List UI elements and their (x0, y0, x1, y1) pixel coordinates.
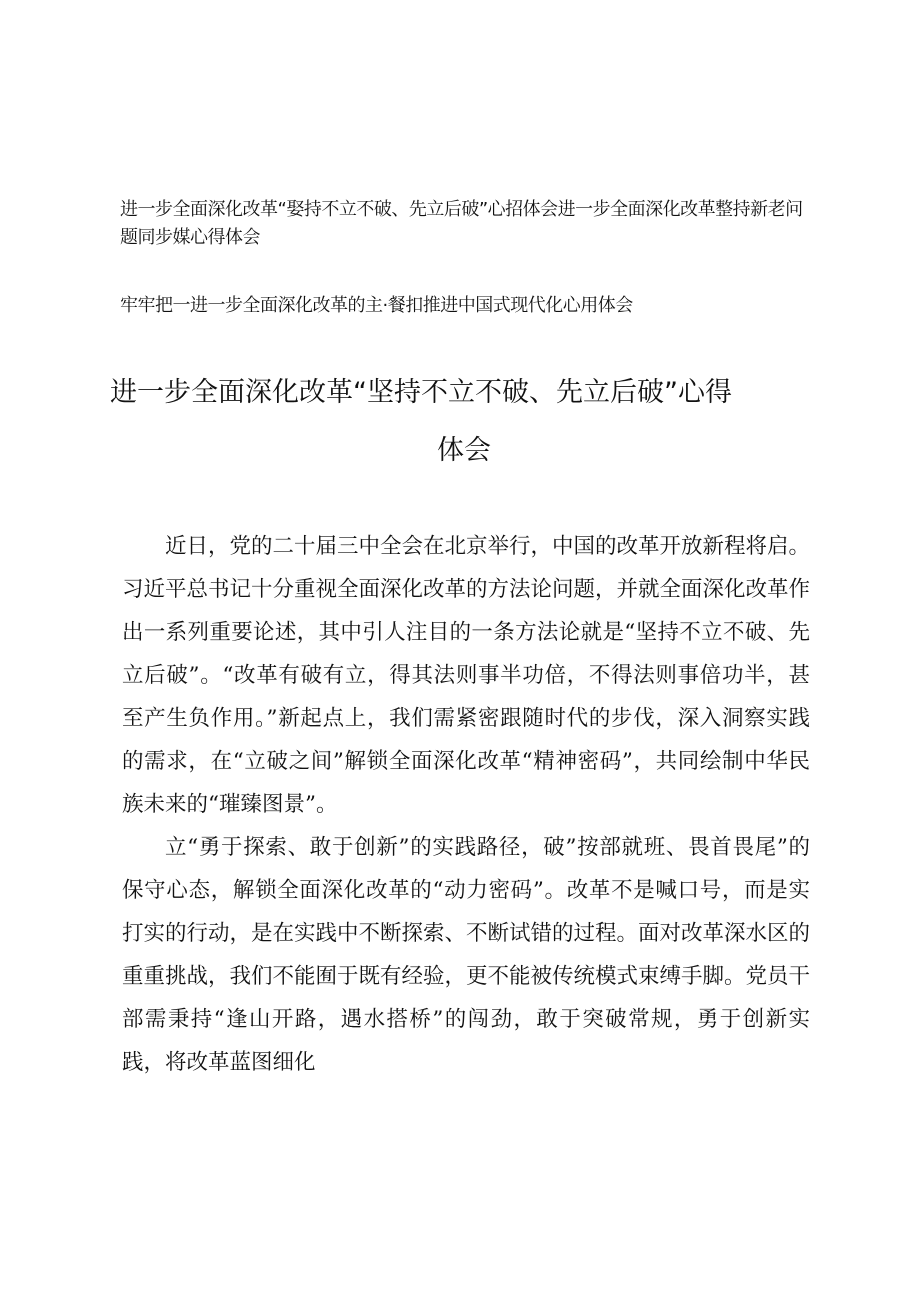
article-body (122, 525, 810, 1084)
paragraph-2: 立“勇于探索、敢于创新”的实践路径，破”按部就班、畏首畏尾”的保守心态，解锁全面深化改革的“动力密码”。改革不是喊口号，而是实打实的行动，是在实践中不断探索、不断试错的过程。面对改革深水区的重重挑战，我们不能囿于既有经验，更不能被传统模式束缚手脚。党员干部需秉持“逢山开路，遇水搭桥”的闯劲，敢于突破常规，勇于创新实践，将改革蓝图细化 (122, 835, 811, 1075)
article-title-line-1: 进一步全面深化改革“坚持不立不破、先立后破”心得 (110, 377, 732, 408)
paragraph-1: 近日，党的二十届三中全会在北京举行，中国的改革开放新程将启。习近平总书记十分重视全面深化改革的方法论问题，并就全面深化改革作出一系列重要论述，其中引人注目的一条方法论就是“坚持不立不破、先立后破”。“改革有破有立，得其法则事半功倍，不得法则事倍功半，甚至产生负作用。”新起点上，我们需紧密跟随时代的步伐，深入洞察实践的需求，在“立破之间”解锁全面深化改革“精神密码”，共同绘制中华民族未来的“璀臻图景”。 (122, 534, 811, 817)
article-title (110, 364, 810, 480)
toc-entry-2[interactable]: 牢牢把一进一步全面深化改革的主·餐扣推进中国式现代化心用体会 (120, 295, 633, 316)
toc-entry-1[interactable]: 进一步全面深化改革“娶持不立不破、先立后破”心招体会进一步全面深化改革整持新老问题同步媒心得体会 (120, 199, 803, 248)
article-title-line-2: 体会 (437, 435, 491, 466)
